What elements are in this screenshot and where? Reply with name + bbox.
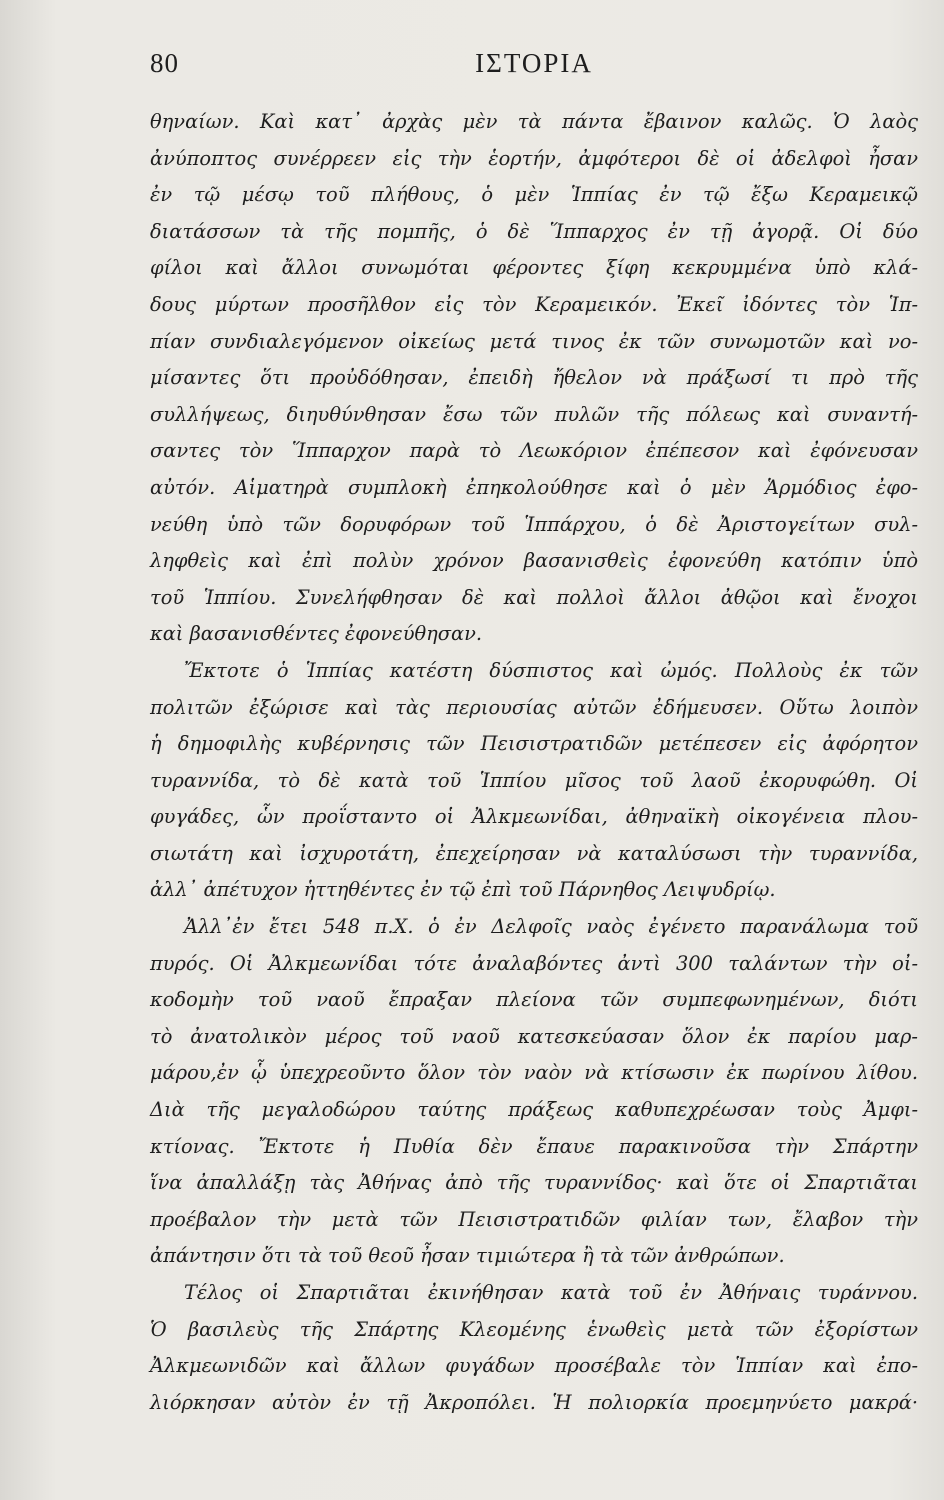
page-header (150, 48, 918, 88)
text-line: αὐτόν. Αἱματηρὰ συμπλοκὴ ἐπηκολούθησε καὶ ὁ μὲν Ἁρμόδιος ἐφο- (150, 475, 918, 499)
text-line: τοῦ Ἱππίου. Συνελήφθησαν δὲ καὶ πολλοὶ ἄλλοι ἀθῷοι καὶ ἔνοχοι (150, 585, 918, 609)
text-line: ἵνα ἀπαλλάξῃ τὰς Ἀθήνας ἀπὸ τῆς τυραννίδος· καὶ ὅτε οἱ Σπαρτιᾶται (150, 1171, 918, 1195)
body-text (150, 104, 918, 1421)
text-line: διατάσσων τὰ τῆς πομπῆς, ὁ δὲ Ἵππαρχος ἐν τῇ ἀγορᾷ. Οἱ δύο (150, 219, 918, 243)
text-line: νεύθη ὑπὸ τῶν δορυφόρων τοῦ Ἱππάρχου, ὁ δὲ Ἀριστογείτων συλ- (150, 512, 918, 536)
text-line: τὸ ἀνατολικὸν μέρος τοῦ ναοῦ κατεσκεύασαν ὅλον ἐκ παρίου μαρ- (150, 1024, 918, 1048)
text-line: ληφθεὶς καὶ ἐπὶ πολὺν χρόνον βασανισθεὶς ἐφονεύθη κατόπιν ὑπὸ (150, 549, 918, 573)
text-line: Ἀλκμεωνιδῶν καὶ ἄλλων φυγάδων προσέβαλε τὸν Ἱππίαν καὶ ἐπο- (150, 1354, 918, 1378)
text-line: Τέλος οἱ Σπαρτιᾶται ἐκινήθησαν κατὰ τοῦ ἐν Ἀθήναις τυράννου. (184, 1281, 918, 1304)
text-line: τυραννίδα, τὸ δὲ κατὰ τοῦ Ἱππίου μῖσος τοῦ λαοῦ ἐκορυφώθη. Οἱ (150, 768, 918, 792)
text-line: ἐν τῷ μέσῳ τοῦ πλήθους, ὁ μὲν Ἱππίας ἐν τῷ ἔξω Κεραμεικῷ (150, 183, 918, 207)
text-line: προέβαλον τὴν μετὰ τῶν Πεισιστρατιδῶν φιλίαν των, ἔλαβον τὴν (150, 1207, 918, 1231)
text-line: ἀλλ᾽ ἀπέτυχον ἡττηθέντες ἐν τῷ ἐπὶ τοῦ Πάρνηθος Λειψυδρίῳ. (150, 878, 776, 902)
text-line: Ἀλλ᾽ἐν ἔτει 548 π.Χ. ὁ ἐν Δελφοῖς ναὸς ἐγένετο παρανάλωμα τοῦ (184, 915, 918, 939)
text-line: ἀνύποπτος συνέρρεεν εἰς τὴν ἑορτήν, ἀμφότεροι δὲ οἱ ἀδελφοὶ ἦσαν (150, 146, 918, 170)
page-number: 80 (150, 48, 179, 78)
text-line: κοδομὴν τοῦ ναοῦ ἔπραξαν πλείονα τῶν συμπεφωνημένων, διότι (150, 988, 918, 1012)
text-line: πίαν συνδιαλεγόμενον οἰκείως μετά τινος ἐκ τῶν συνωμοτῶν καὶ νο- (150, 329, 918, 353)
text-line: Ὁ βασιλεὺς τῆς Σπάρτης Κλεομένης ἑνωθεὶς μετὰ τῶν ἐξορίστων (150, 1317, 918, 1341)
text-line: ἡ δημοφιλὴς κυβέρνησις τῶν Πεισιστρατιδῶν μετέπεσεν εἰς ἀφόρητον (150, 732, 918, 756)
text-line: θηναίων. Καὶ κατ᾽ ἀρχὰς μὲν τὰ πάντα ἔβαινον καλῶς. Ὁ λαὸς (150, 110, 918, 133)
text-line: φίλοι καὶ ἄλλοι συνωμόται φέροντες ξίφη κεκρυμμένα ὑπὸ κλά- (150, 256, 918, 280)
text-line: Ἔκτοτε ὁ Ἱππίας κατέστη δύσπιστος καὶ ὠμός. Πολλοὺς ἐκ τῶν (184, 658, 918, 682)
text-line: συλλήψεως, διηυθύνθησαν ἔσω τῶν πυλῶν τῆς πόλεως καὶ συναντή- (150, 402, 918, 426)
text-line: μάρου,ἐν ᾧ ὑπεχρεοῦντο ὅλον τὸν ναὸν νὰ κτίσωσιν ἐκ πωρίνου λίθου. (150, 1061, 918, 1085)
text-line: λιόρκησαν αὐτὸν ἐν τῇ Ἀκροπόλει. Ἡ πολιορκία προεμηνύετο μακρά· (150, 1390, 918, 1414)
text-line: δους μύρτων προσῆλθον εἰς τὸν Κεραμεικόν. Ἐκεῖ ἰδόντες τὸν Ἱπ- (150, 292, 918, 316)
text-line: φυγάδες, ὧν προΐσταντο οἱ Ἀλκμεωνίδαι, ἀθηναϊκὴ οἰκογένεια πλου- (150, 805, 918, 829)
text-line: πυρός. Οἱ Ἀλκμεωνίδαι τότε ἀναλαβόντες ἀντὶ 300 ταλάντων τὴν οἰ- (150, 951, 918, 975)
text-line: σαντες τὸν Ἵππαρχον παρὰ τὸ Λεωκόριον ἐπέπεσον καὶ ἐφόνευσαν (150, 439, 918, 463)
text-line: Διὰ τῆς μεγαλοδώρου ταύτης πράξεως καθυπεχρέωσαν τοὺς Ἀμφι- (150, 1098, 918, 1122)
text-line: σιωτάτη καὶ ἰσχυροτάτη, ἐπεχείρησαν νὰ καταλύσωσι τὴν τυραννίδα, (150, 841, 918, 865)
text-line: μίσαντες ὅτι προὐδόθησαν, ἐπειδὴ ἤθελον νὰ πράξωσί τι πρὸ τῆς (150, 366, 918, 390)
text-line: ἀπάντησιν ὅτι τὰ τοῦ θεοῦ ἦσαν τιμιώτερα ἢ τὰ τῶν ἀνθρώπων. (150, 1244, 785, 1268)
text-line: καὶ βασανισθέντες ἐφονεύθησαν. (150, 622, 483, 646)
text-line: πολιτῶν ἐξώρισε καὶ τὰς περιουσίας αὐτῶν ἐδήμευσεν. Οὕτω λοιπὸν (150, 695, 918, 719)
text-line: κτίονας. Ἔκτοτε ἡ Πυθία δὲν ἔπαυε παρακινοῦσα τὴν Σπάρτην (150, 1134, 918, 1158)
running-title: ΙΣΤΟΡΙΑ (475, 48, 593, 78)
